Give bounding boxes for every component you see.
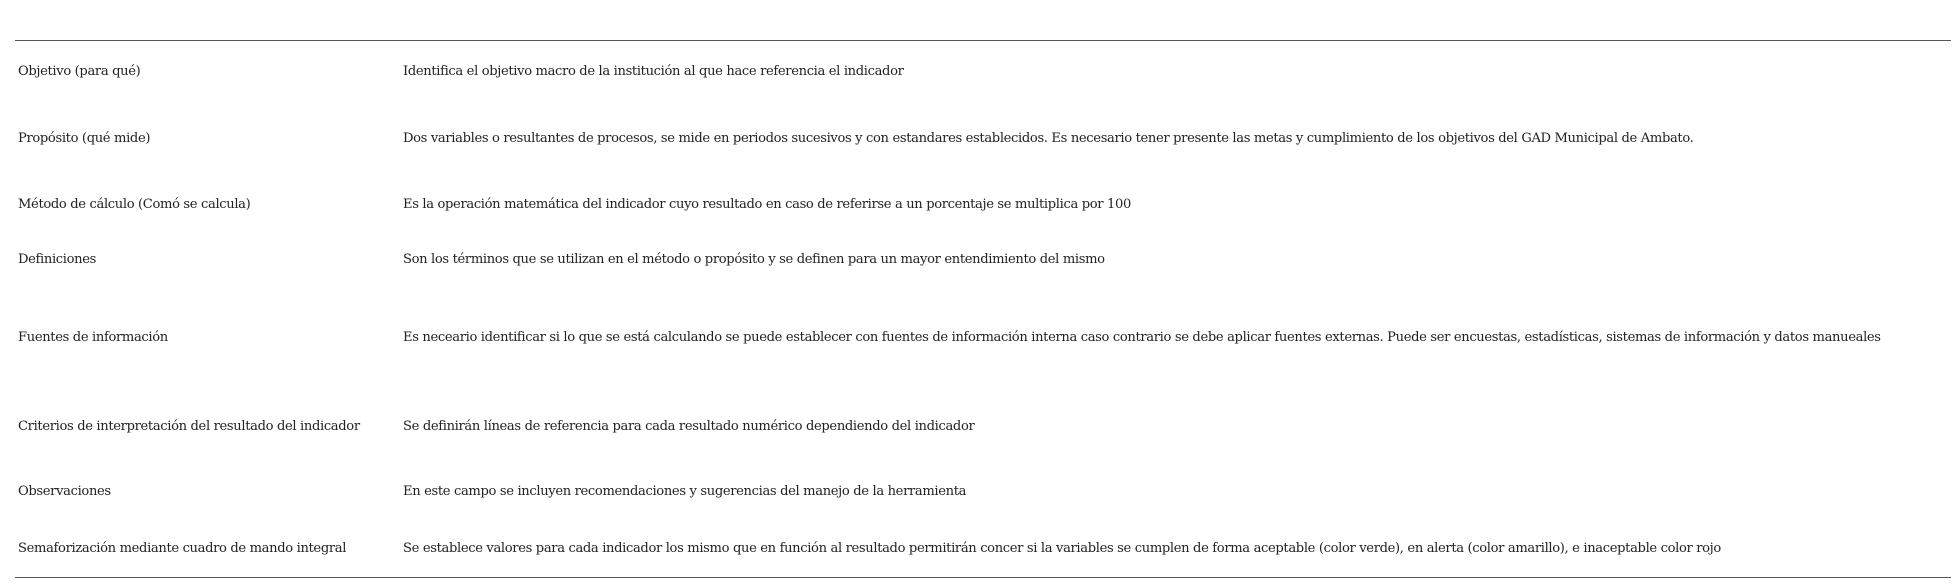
row-label: Propósito (qué mide): [18, 131, 151, 146]
table-row: [15, 41, 1951, 103]
table-row: [15, 521, 1951, 577]
row-label: Objetivo (para qué): [18, 64, 141, 79]
table-row: [15, 285, 1951, 391]
definition-table: [15, 41, 1951, 577]
row-description: Es neceario identificar si lo que se está calculando se puede establecer con fuentes de información interna caso contrario se debe aplicar fuentes externas. Puede ser encuestas, estadísticas, sistemas de información y datos manueales: [403, 330, 1881, 345]
table-row: [15, 103, 1951, 175]
row-description: Es la operación matemática del indicador cuyo resultado en caso de referirse a un porcentaje se multiplica por 100: [403, 197, 1131, 212]
table-row: [15, 175, 1951, 235]
table-row: [15, 235, 1951, 285]
row-label: Fuentes de información: [18, 330, 168, 345]
row-description: Se definirán líneas de referencia para cada resultado numérico dependiendo del indicador: [403, 419, 975, 434]
table-row: [15, 463, 1951, 521]
table-row: [15, 391, 1951, 463]
indicator-definition-table: [15, 40, 1951, 578]
row-description: Se establece valores para cada indicador los mismo que en función al resultado permitirán concer si la variables se cumplen de forma aceptable (color verde), en alerta (color amarillo), e inaceptable color rojo: [403, 541, 1721, 556]
row-description: Dos variables o resultantes de procesos, se mide en periodos sucesivos y con estandares establecidos. Es necesario tener presente las metas y cumplimiento de los objetivos del GAD Municipal de Ambato.: [403, 131, 1694, 146]
row-description: Identifica el objetivo macro de la institución al que hace referencia el indicador: [403, 64, 904, 79]
row-label: Observaciones: [18, 484, 111, 499]
row-label: Criterios de interpretación del resultado del indicador: [18, 419, 360, 434]
row-description: Son los términos que se utilizan en el método o propósito y se definen para un mayor entendimiento del mismo: [403, 252, 1105, 267]
row-label: Semaforización mediante cuadro de mando integral: [18, 541, 347, 556]
row-description: En este campo se incluyen recomendaciones y sugerencias del manejo de la herramienta: [403, 484, 967, 499]
row-label: Método de cálculo (Comó se calcula): [18, 197, 251, 212]
row-label: Definiciones: [18, 252, 97, 267]
